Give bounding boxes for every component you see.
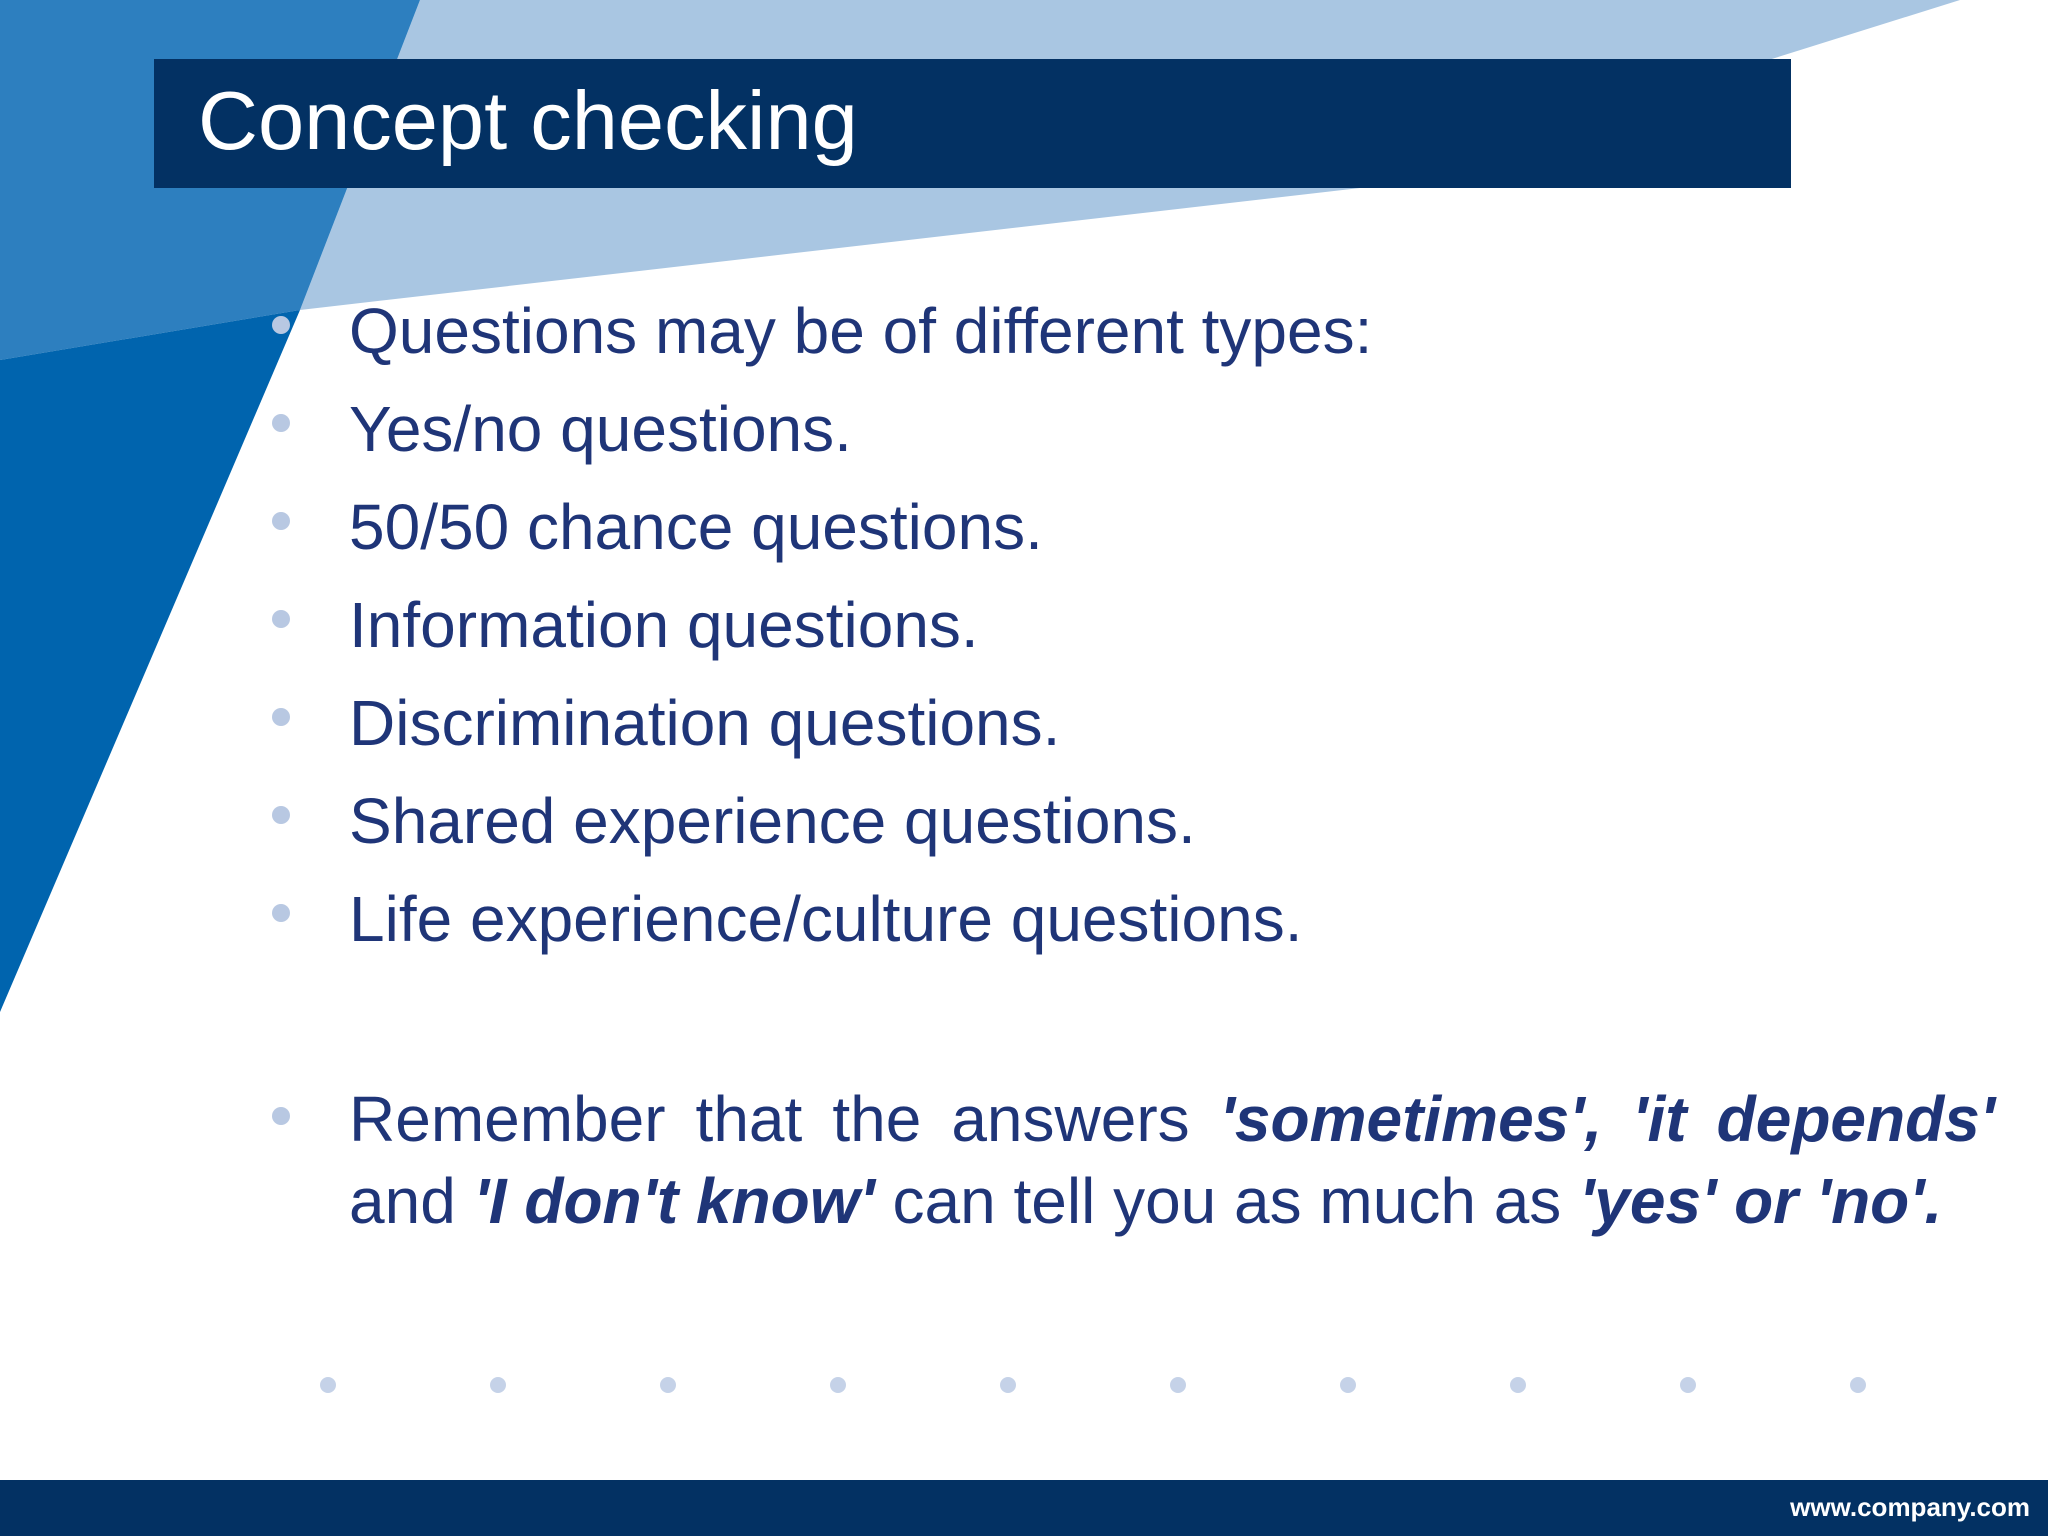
decorative-dot — [1680, 1377, 1696, 1393]
remember-text-part: Remember that the answers — [349, 1083, 1220, 1155]
decorative-dot — [320, 1377, 336, 1393]
slide-title: Concept checking — [198, 74, 858, 167]
footer-bar — [0, 1480, 2048, 1536]
emphasis-i-dont-know: 'I don't know' — [473, 1165, 875, 1237]
decorative-dot-row — [320, 1377, 1870, 1395]
decorative-dot — [830, 1377, 846, 1393]
footer-url: www.company.com — [1790, 1492, 2030, 1522]
background-dark-triangle — [0, 310, 300, 1012]
bullet-item — [272, 380, 1995, 478]
bullet-item — [272, 772, 1995, 870]
bullet-dot-icon — [272, 414, 290, 432]
bullet-text: Discrimination questions. — [349, 687, 1061, 759]
bullet-item — [272, 674, 1995, 772]
decorative-dot — [1850, 1377, 1866, 1393]
bullet-text: 50/50 chance questions. — [349, 491, 1043, 563]
bullet-item — [272, 478, 1995, 576]
decorative-dot — [1000, 1377, 1016, 1393]
decorative-dot — [660, 1377, 676, 1393]
bullet-dot-icon — [272, 806, 290, 824]
bullet-item — [272, 576, 1995, 674]
bullet-text: Information questions. — [349, 589, 979, 661]
emphasis-sometimes-it-depends: 'sometimes', 'it depends' — [1219, 1083, 1996, 1155]
bullet-dot-icon — [272, 610, 290, 628]
emphasis-yes-or-no: 'yes' or 'no'. — [1579, 1165, 1943, 1237]
bullet-dot-icon — [272, 512, 290, 530]
bullet-text: Yes/no questions. — [349, 393, 852, 465]
bullet-dot-icon — [272, 904, 290, 922]
remember-text-part: and — [349, 1165, 474, 1237]
bullet-item — [272, 282, 1995, 380]
remember-note — [272, 1078, 1995, 1242]
bullet-dot-icon — [272, 1107, 290, 1125]
decorative-dot — [1170, 1377, 1186, 1393]
title-bar — [154, 59, 1791, 188]
bullet-dot-icon — [272, 316, 290, 334]
bullet-text: Shared experience questions. — [349, 785, 1196, 857]
bullet-item — [272, 870, 1995, 968]
bullet-dot-icon — [272, 708, 290, 726]
bullet-text: Questions may be of different types: — [349, 295, 1373, 367]
remember-paragraph — [349, 1078, 1995, 1242]
decorative-dot — [490, 1377, 506, 1393]
decorative-dot — [1510, 1377, 1526, 1393]
bullet-list — [272, 282, 1995, 968]
remember-text-part: can tell you as much as — [874, 1165, 1580, 1237]
decorative-dot — [1340, 1377, 1356, 1393]
bullet-text: Life experience/culture questions. — [349, 883, 1303, 955]
